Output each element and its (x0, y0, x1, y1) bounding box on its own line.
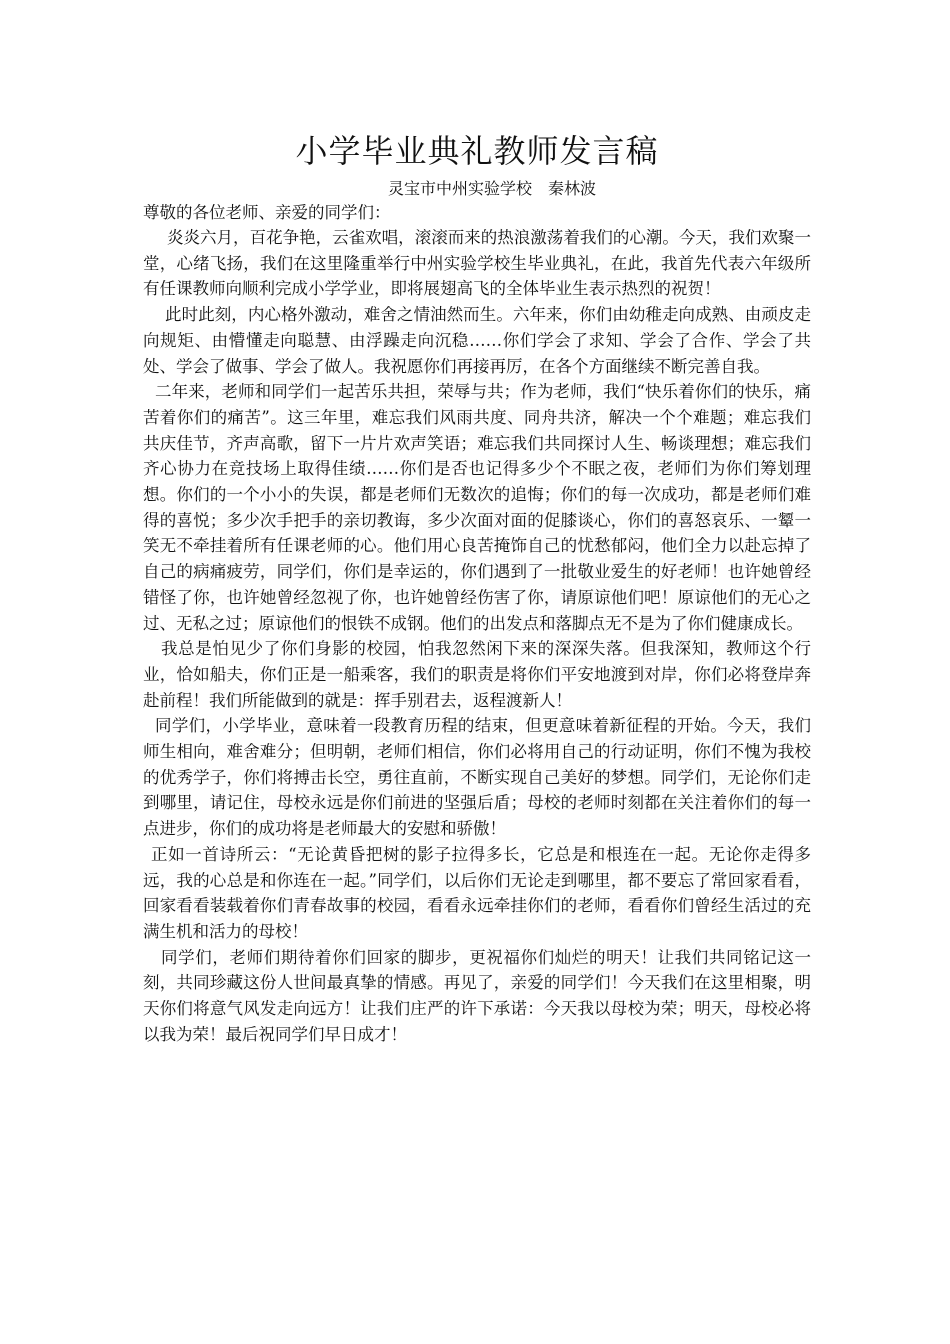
paragraph: 二年来，老师和同学们一起苦乐共担，荣辱与共；作为老师，我们“快乐着你们的快乐，痛苦着你们的痛苦”。这三年里，难忘我们风雨共度、同舟共济，解决一个个难题；难忘我们共庆佳节，齐声高歌，留下一片片欢声笑语；难忘我们共同探讨人生、畅谈理想；难忘我们齐心协力在竞技场上取得佳绩……你们是否也记得多少个不眠之夜，老师们为你们筹划理想。你们的一个小小的失误，都是老师们无数次的追悔；你们的每一次成功，都是老师们难得的喜悦；多少次手把手的亲切教诲，多少次面对面的促膝谈心，你们的喜怒哀乐、一颦一笑无不牵挂着所有任课老师的心。他们用心良苦掩饰自己的忧愁郁闷，他们全力以赴忘掉了自己的病痛疲劳，同学们，你们是幸运的，你们遇到了一批敬业爱生的好老师！也许她曾经错怪了你，也许她曾经忽视了你，也许她曾经伤害了你，请原谅他们吧！原谅他们的无心之过、无私之过；原谅他们的恨铁不成钢。他们的出发点和落脚点无不是为了你们健康成长。 (143, 382, 811, 633)
salutation: 尊敬的各位老师、亲爱的同学们： (143, 203, 391, 222)
document-title: 小学毕业典礼教师发言稿 (295, 132, 659, 170)
paragraph: 同学们，老师们期待着你们回家的脚步，更祝福你们灿烂的明天！让我们共同铭记这一刻，共同珍藏这份人世间最真挚的情感。再见了，亲爱的同学们！今天我们在这里相聚，明天你们将意气风发走向远方！让我们庄严的许下承诺：今天我以母校为荣；明天，母校必将以我为荣！最后祝同学们早日成才！ (143, 947, 811, 1044)
paragraph: 同学们，小学毕业，意味着一段教育历程的结束，但更意味着新征程的开始。今天，我们师生相向，难舍难分；但明朝，老师们相信，你们必将用自己的行动证明，你们不愧为我校的优秀学子，你们将搏击长空，勇往直前，不断实现自己美好的梦想。同学们，无论你们走到哪里，请记住，母校永远是你们前进的坚强后盾；母校的老师时刻都在关注着你们的每一点进步，你们的成功将是老师最大的安慰和骄傲！ (143, 716, 811, 839)
paragraph: 正如一首诗所云：“无论黄昏把树的影子拉得多长，它总是和根连在一起。无论你走得多远，我的心总是和你连在一起。”同学们，以后你们无论走到哪里，都不要忘了常回家看看，回家看看装载着你们青春故事的校园，看看永远牵挂你们的老师，看看你们曾经生活过的充满生机和活力的母校！ (143, 844, 811, 941)
author-byline: 灵宝市中州实验学校 秦林波 (387, 179, 596, 198)
paragraph: 我总是怕见少了你们身影的校园，怕我忽然闲下来的深深失落。但我深知，教师这个行业，恰如船夫，你们正是一船乘客，我们的职责是将你们平安地渡到对岸，你们必将登岸奔赴前程！我们所能做到的就是：挥手别君去，返程渡新人！ (143, 639, 811, 710)
document-page (143, 124, 811, 1048)
paragraph: 此时此刻，内心格外激动，难舍之情油然而生。六年来，你们由幼稚走向成熟、由顽皮走向规矩、由懵懂走向聪慧、由浮躁走向沉稳……你们学会了求知、学会了合作、学会了共处、学会了做事、学会了做人。我祝愿你们再接再厉，在各个方面继续不断完善自我。 (143, 305, 811, 376)
paragraph: 炎炎六月，百花争艳，云雀欢唱，滚滚而来的热浪激荡着我们的心潮。今天，我们欢聚一堂，心绪飞扬，我们在这里隆重举行中州实验学校生毕业典礼，在此，我首先代表六年级所有任课教师向顺利完成小学学业，即将展翅高飞的全体毕业生表示热烈的祝贺！ (143, 228, 811, 299)
